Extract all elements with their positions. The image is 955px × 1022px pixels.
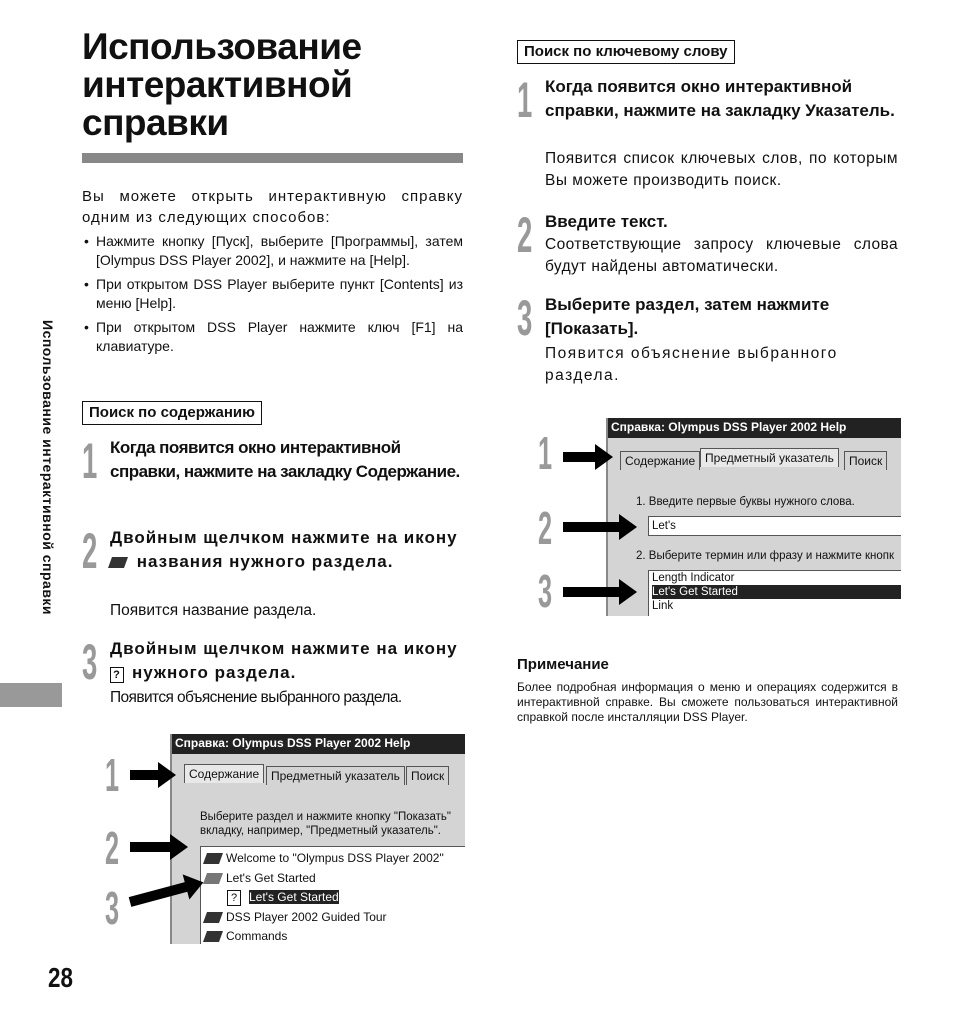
tab-search[interactable]: Поиск <box>406 766 449 785</box>
step-title: Введите текст. <box>545 212 668 231</box>
book-icon <box>203 912 223 923</box>
book-icon <box>203 853 223 864</box>
page-title: Использование интерактивной справки <box>82 26 362 143</box>
step-2 <box>82 523 463 626</box>
step-desc: Появится объяснение выбранного раздела. <box>545 345 838 384</box>
note-heading: Примечание <box>517 656 609 673</box>
arrow-icon <box>563 587 621 597</box>
step-number: 3 <box>82 634 98 690</box>
side-tab <box>0 683 62 707</box>
step-title: Двойным щелчком нажмите на икону <box>110 639 458 658</box>
step-number: 1 <box>82 433 98 489</box>
topic-label: 2. Выберите термин или фразу и нажмите кнопк <box>636 550 895 562</box>
arrow-icon <box>563 522 621 532</box>
tree-item[interactable]: Let's Get Started <box>205 869 465 889</box>
step-number: 1 <box>517 72 533 128</box>
step-desc: Появится список ключевых слов, по которым Вы можете производить поиск. <box>545 150 898 189</box>
intro-text: Вы можете открыть интерактивную справку одним из следующих способов: <box>82 188 463 226</box>
side-label: Использование интерактивной справки <box>40 320 56 616</box>
step-1 <box>82 433 463 516</box>
step-number: 2 <box>82 523 98 579</box>
window-title: Справка: Olympus DSS Player 2002 Help <box>172 734 465 754</box>
page-number: 28 <box>48 962 73 993</box>
list-item: • При открытом DSS Player нажмите ключ [F1] на клавиатуре. <box>82 318 463 356</box>
title-rule <box>82 153 463 163</box>
list-item-selected[interactable]: Let's Get Started <box>652 585 901 599</box>
keyword-list[interactable] <box>648 570 901 616</box>
tab-index[interactable]: Предметный указатель <box>266 766 405 785</box>
index-screenshot <box>606 418 901 616</box>
callout-number: 3 <box>105 882 120 934</box>
list-item: • При открытом DSS Player выберите пункт [Contents] из меню [Help]. <box>82 275 463 313</box>
step-desc: Появится объяснение выбранного раздела. <box>110 689 402 706</box>
step-2 <box>517 207 898 285</box>
keyword-input[interactable]: Let's <box>648 516 901 536</box>
tree-item[interactable]: DSS Player 2002 Guided Tour <box>205 908 465 928</box>
book-icon <box>203 931 223 942</box>
callout-number: 3 <box>538 565 553 617</box>
list-item[interactable]: Length Indicator <box>652 572 735 584</box>
tab-contents[interactable]: Содержание <box>620 451 700 470</box>
callout-number: 2 <box>538 502 553 554</box>
tab-index[interactable]: Предметный указатель <box>700 448 839 467</box>
list-item: • Нажмите кнопку [Пуск], выберите [Программы], затем [Olympus DSS Player 2002], и нажмите на [Help]. <box>82 232 463 270</box>
open-book-icon <box>203 873 223 884</box>
step-title: Выберите раздел, затем нажмите [Показать]. <box>545 295 830 338</box>
help-topic-icon: ? <box>227 890 241 906</box>
topic-tree[interactable] <box>200 846 465 944</box>
keyword-label: 1. Введите первые буквы нужного слова. <box>636 496 855 508</box>
tree-item[interactable]: Commands <box>205 927 465 944</box>
callout-number: 2 <box>105 822 120 874</box>
tab-contents[interactable]: Содержание <box>184 764 264 783</box>
section-heading: Поиск по содержанию <box>82 401 262 425</box>
instruction-text: Выберите раздел и нажмите кнопку "Показать" вкладку, например, "Предметный указатель". <box>200 811 451 837</box>
callout-number: 1 <box>538 427 553 479</box>
tree-item[interactable]: Welcome to "Olympus DSS Player 2002" <box>205 849 465 869</box>
step-desc: Соответствующие запросу ключевые слова будут найдены автоматически. <box>545 236 898 275</box>
methods-list <box>82 232 463 361</box>
step-title: Когда появится окно интерактивной справки, нажмите на закладку Содержание. <box>110 438 460 481</box>
step-number: 2 <box>517 207 533 263</box>
step-title: Двойным щелчком нажмите на икону <box>110 528 458 547</box>
arrow-icon <box>130 770 160 780</box>
callout-number: 1 <box>105 749 120 801</box>
step-title: нужного раздела. <box>132 663 297 682</box>
step-3 <box>82 634 463 717</box>
section-heading: Поиск по ключевому слову <box>517 40 735 64</box>
tab-search[interactable]: Поиск <box>844 451 887 470</box>
step-title: названия нужного раздела. <box>136 552 394 571</box>
step-3 <box>517 290 898 393</box>
arrow-icon <box>563 452 597 462</box>
tree-item[interactable]: ? Let's Get Started <box>205 888 465 908</box>
step-title: Когда появится окно интерактивной справки, нажмите на закладку Указатель. <box>545 77 895 120</box>
help-topic-icon: ? <box>110 667 124 683</box>
step-1 <box>517 72 898 200</box>
note-text: Более подробная информация о меню и операциях содержится в интерактивной справке. Вы сможете пользоваться интерактивной справкой после инсталляции DSS Player. <box>517 680 898 724</box>
step-desc: Появится название раздела. <box>110 602 317 619</box>
book-icon <box>108 557 128 568</box>
contents-screenshot <box>170 734 465 944</box>
window-title: Справка: Olympus DSS Player 2002 Help <box>608 418 901 438</box>
step-number: 3 <box>517 290 533 346</box>
list-item[interactable]: Link <box>652 600 674 612</box>
arrow-icon <box>130 842 172 852</box>
